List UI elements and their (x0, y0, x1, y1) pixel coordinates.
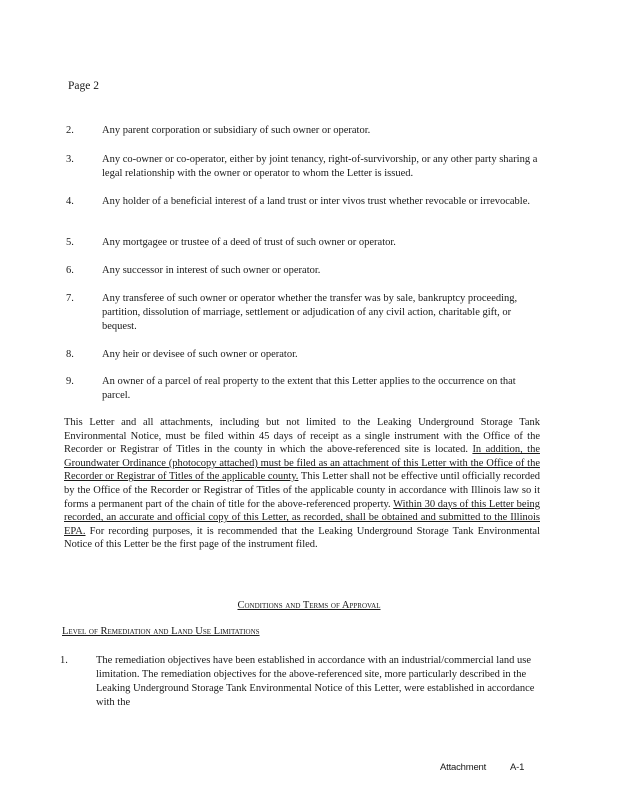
footer-label: Attachment (440, 762, 487, 773)
list-item-text: An owner of a parcel of real property to the extent that this Letter applies to the occurrence on that parcel. (102, 376, 516, 401)
list-item-number: 9. (66, 376, 74, 387)
list-item-number: 7. (66, 293, 74, 304)
list-item-text: The remediation objectives have been established in accordance with an industrial/commercial land use limitation. The remediation objectives for the above-referenced site, more particularly described in the Leaking Underground Storage Tank Environmental Notice of this Letter, were established in accordance with the (96, 655, 535, 708)
section-heading: Conditions and Terms of Approval (237, 600, 381, 611)
list-item-text: Any heir or devisee of such owner or operator. (102, 349, 298, 360)
filing-paragraph (64, 416, 540, 552)
page-number: Page 2 (68, 80, 99, 92)
list-item-number: 3. (66, 154, 74, 165)
paragraph-underlined-text: Within 30 days of this Letter being recorded, an accurate and official copy of this Letter, as recorded, shall be obtained and submitted to the Illinois EPA. (64, 498, 540, 537)
paragraph-text: For recording purposes, it is recommended that the Leaking Underground Storage Tank Environmental Notice of this Letter be the first page of the instrument filed. (64, 525, 540, 551)
list-item-text: Any holder of a beneficial interest of a land trust or inter vivos trust whether revocable or irrevocable. (102, 196, 531, 207)
list-item-number: 4. (66, 196, 74, 207)
list-item-number: 2. (66, 125, 74, 136)
paragraph-text: This Letter shall not be effective until officially recorded by the Office of the Recorder or Registrar of Titles of the applicable county in accordance with Illinois law so it forms a permanent part of the chain of title for the above-referenced property. (64, 471, 540, 510)
paragraph-underlined-text: In addition, the Groundwater Ordinance (photocopy attached) must be filed as an attachment of this Letter with the Office of the Recorder or Registrar of Titles of the applicable county. (64, 444, 540, 483)
section-subheading: Level of Remediation and Land Use Limitations (62, 626, 260, 637)
list-item-text: Any co-owner or co-operator, either by joint tenancy, right-of-survivorship, or any other party sharing a legal relationship with the owner or operator to whom the Letter is issued. (102, 154, 538, 179)
list-item-text: Any successor in interest of such owner or operator. (102, 265, 321, 276)
list-item-text: Any transferee of such owner or operator whether the transfer was by sale, bankruptcy proceeding, partition, dissolution of marriage, settlement or adjudication of any civil action, charitable gift, or bequest. (102, 293, 518, 332)
footer-code: A-1 (510, 762, 525, 773)
list-item-number: 6. (66, 265, 74, 276)
list-item-number: 1. (60, 655, 68, 666)
list-item-text: Any parent corporation or subsidiary of such owner or operator. (102, 125, 371, 136)
list-item-number: 5. (66, 237, 74, 248)
paragraph-text: This Letter and all attachments, including but not limited to the Leaking Underground Storage Tank Environmental Notice, must be filed within 45 days of receipt as a single instrument with the Office of the Recorder or Registrar of Titles in the county in which the above-referenced site is located. (64, 417, 540, 456)
list-item-number: 8. (66, 349, 74, 360)
list-item-text: Any mortgagee or trustee of a deed of trust of such owner or operator. (102, 237, 396, 248)
